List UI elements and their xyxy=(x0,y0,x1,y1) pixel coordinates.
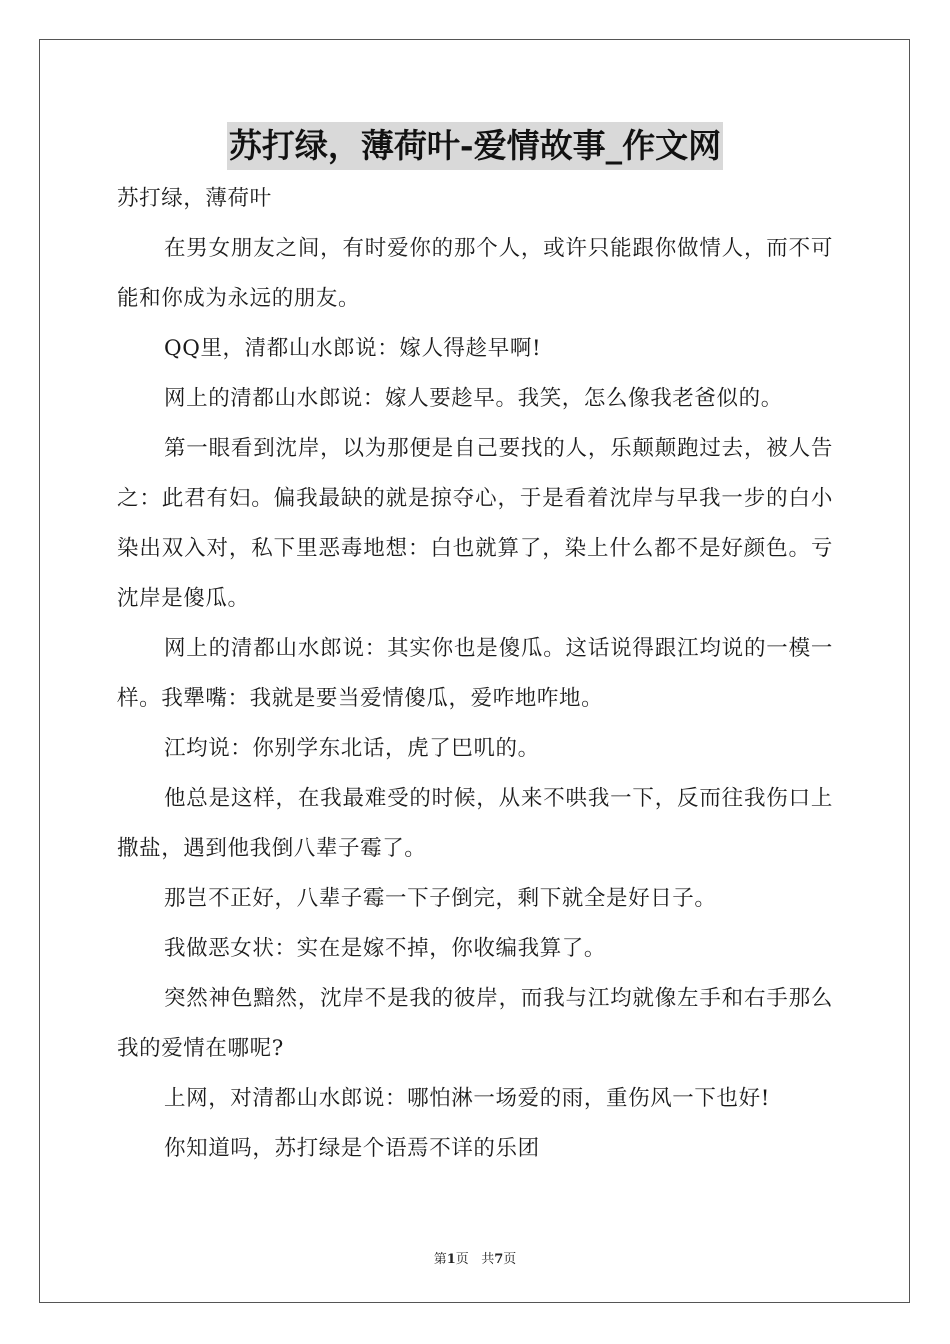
total-suffix: 页 xyxy=(503,1252,517,1267)
paragraph: 网上的清都山水郎说：其实你也是傻瓜。这话说得跟江均说的一模一样。我犟嘴：我就是要当爱情傻瓜，爱咋地咋地。 xyxy=(117,636,833,711)
page-number: 1 xyxy=(446,1252,456,1267)
title-container xyxy=(0,122,950,170)
paragraph: 你知道吗，苏打绿是个语焉不详的乐团 xyxy=(164,1136,540,1161)
total-prefix: 共 xyxy=(481,1252,495,1267)
page-footer xyxy=(0,1248,950,1267)
page-suffix: 页 xyxy=(455,1252,469,1267)
paragraph: 江均说：你别学东北话，虎了巴叽的。 xyxy=(164,736,540,761)
paragraph: 他总是这样，在我最难受的时候，从来不哄我一下，反而往我伤口上撒盐，遇到他我倒八辈子霉了。 xyxy=(117,786,833,861)
paragraph: QQ里，清都山水郎说：嫁人得趁早啊! xyxy=(164,336,542,361)
total-pages: 7 xyxy=(494,1252,504,1267)
paragraph: 上网，对清都山水郎说：哪怕淋一场爱的雨，重伤风一下也好! xyxy=(164,1086,770,1111)
paragraph: 在男女朋友之间，有时爱你的那个人，或许只能跟你做情人，而不可能和你成为永远的朋友。 xyxy=(117,236,833,311)
document-body xyxy=(117,174,833,1174)
page-prefix: 第 xyxy=(433,1252,447,1267)
paragraph: 突然神色黯然，沈岸不是我的彼岸，而我与江均就像左手和右手那么我的爱情在哪呢? xyxy=(117,986,833,1061)
paragraph: 第一眼看到沈岸，以为那便是自己要找的人，乐颠颠跑过去，被人告之：此君有妇。偏我最缺的就是掠夺心，于是看着沈岸与早我一步的白小染出双入对，私下里恶毒地想：白也就算了，染上什么都不是好颜色。亏沈岸是傻瓜。 xyxy=(117,436,833,611)
subtitle: 苏打绿，薄荷叶 xyxy=(117,186,272,211)
paragraph: 网上的清都山水郎说：嫁人要趁早。我笑，怎么像我老爸似的。 xyxy=(164,386,783,411)
paragraph: 我做恶女状：实在是嫁不掉，你收编我算了。 xyxy=(164,936,607,961)
paragraph: 那岂不正好，八辈子霉一下子倒完，剩下就全是好日子。 xyxy=(164,886,717,911)
document-title: 苏打绿，薄荷叶-爱情故事_作文网 xyxy=(227,122,723,170)
